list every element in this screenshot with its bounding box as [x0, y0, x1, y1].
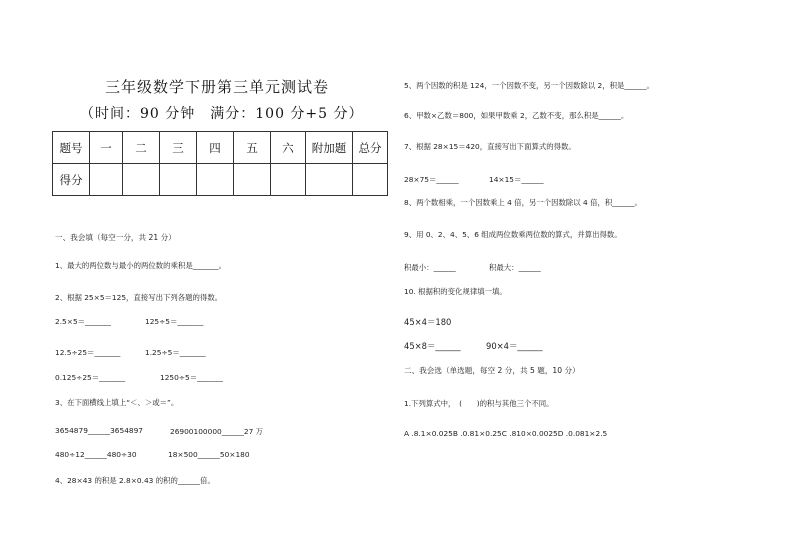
section-2-heading: 二、我会选（单选题，每空 2 分，共 5 题，10 分）: [404, 366, 580, 375]
question-7b: 14×15＝______: [489, 175, 544, 184]
question-3: 3、在下面横线上填上“＜、＞或＝”。: [55, 398, 179, 407]
score-input-cell[interactable]: [306, 164, 353, 196]
question-3d: 18×500______50×180: [168, 450, 250, 459]
question-3a: 3654879______3654897: [55, 426, 144, 435]
score-input-cell[interactable]: [353, 164, 388, 196]
score-input-cell[interactable]: [271, 164, 306, 196]
question-7a: 28×75＝______: [404, 175, 459, 184]
score-table-header-row: [53, 132, 388, 164]
section-1-heading: 一、我会填（每空一分，共 21 分）: [55, 233, 176, 242]
question-2b: 125÷5＝_______: [145, 317, 204, 326]
table-cell: 一: [90, 132, 123, 164]
question-10c: 90×4＝______: [486, 341, 543, 351]
question-2f: 1250÷5＝_______: [160, 373, 223, 382]
page-title: 三年级数学下册第三单元测试卷: [105, 78, 330, 96]
question-3b: 26900100000______27 万: [170, 427, 264, 436]
score-input-cell[interactable]: [160, 164, 197, 196]
table-cell: 四: [197, 132, 234, 164]
table-cell: 得分: [53, 164, 90, 196]
question-5: 5、两个因数的积是 124，一个因数不变，另一个因数除以 2，积是______。: [404, 81, 654, 90]
question-3c: 480÷12______480÷30: [55, 450, 137, 459]
question-10: 10. 根据积的变化规律填一填。: [404, 287, 507, 296]
question-10b: 45×8＝______: [404, 341, 461, 351]
question-2c: 12.5÷25＝_______: [55, 348, 121, 357]
score-input-cell[interactable]: [234, 164, 271, 196]
score-table-score-row: [53, 164, 388, 196]
table-cell: 三: [160, 132, 197, 164]
question-2e: 0.125÷25＝_______: [55, 373, 126, 382]
table-cell: 二: [123, 132, 160, 164]
question-1: 1、最大的两位数与最小的两位数的乘积是_______。: [55, 261, 226, 270]
table-cell: 五: [234, 132, 271, 164]
score-table: [52, 131, 388, 196]
table-cell: 总分: [353, 132, 388, 164]
question-9a: 积最小：______: [404, 263, 456, 272]
question-2: 2、根据 25×5＝125，直接写出下列各题的得数。: [55, 293, 223, 302]
choice-question-1-options: A .8.1×0.025B .0.81×0.25C .810×0.0025D .0.081×2.5: [404, 429, 608, 438]
question-7: 7、根据 28×15＝420，直接写出下面算式的得数。: [404, 142, 576, 151]
page-subtitle: （时间：90 分钟 满分：100 分+5 分）: [80, 106, 364, 122]
question-10a: 45×4＝180: [404, 317, 452, 327]
question-6: 6、甲数×乙数＝800，如果甲数乘 2，乙数不变，那么积是______。: [404, 111, 629, 120]
score-input-cell[interactable]: [123, 164, 160, 196]
score-input-cell[interactable]: [197, 164, 234, 196]
choice-question-1: 1.下列算式中， ( )的积与其他三个不同。: [404, 399, 554, 408]
question-9: 9、用 0、2、4、5、6 组成两位数乘两位数的算式，并算出得数。: [404, 230, 622, 239]
question-2a: 2.5×5＝_______: [55, 317, 111, 326]
score-input-cell[interactable]: [90, 164, 123, 196]
question-2d: 1.25÷5＝_______: [145, 348, 206, 357]
table-cell: 六: [271, 132, 306, 164]
table-cell: 题号: [53, 132, 90, 164]
question-4: 4、28×43 的积是 2.8×0.43 的积的______倍。: [55, 476, 215, 485]
table-cell: 附加题: [306, 132, 353, 164]
question-8: 8、两个数相乘，一个因数乘上 4 倍，另一个因数除以 4 倍，积______。: [404, 198, 642, 207]
question-9b: 积最大：______: [489, 263, 541, 272]
